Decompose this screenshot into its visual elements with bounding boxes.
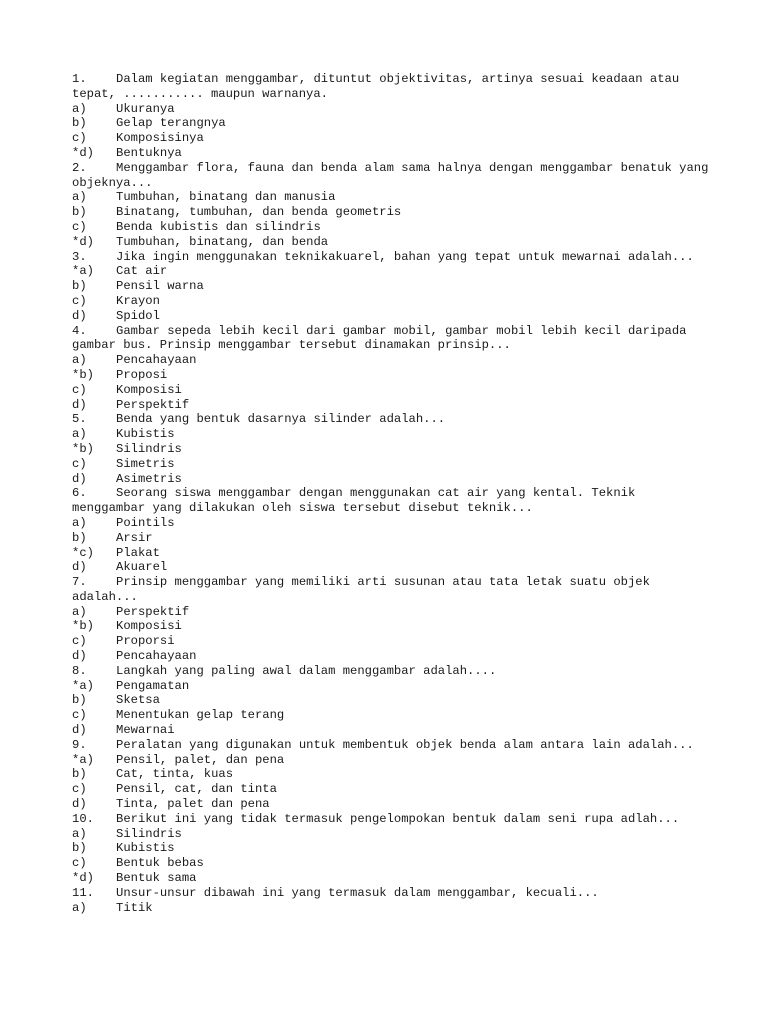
question-5 (72, 412, 712, 427)
option-label: a) (72, 515, 87, 530)
option-label: *d) (72, 871, 94, 886)
option-3-2 (72, 279, 712, 294)
question-9 (72, 738, 712, 753)
option-label: a) (72, 190, 87, 205)
option-10-1 (72, 827, 712, 842)
option-7-4 (72, 649, 712, 664)
document-page (72, 72, 716, 915)
option-label: *a) (72, 264, 94, 279)
option-label: c) (72, 708, 87, 723)
option-label: a) (72, 604, 87, 619)
option-label: c) (72, 856, 87, 871)
option-label: d) (72, 308, 87, 323)
option-label: a) (72, 353, 87, 368)
option-text: Pensil, palet, dan pena (116, 752, 285, 767)
option-text: Menentukan gelap terang (116, 708, 285, 723)
question-number: 1. (72, 72, 87, 86)
option-text: Pensil warna (116, 279, 204, 294)
option-label: *b) (72, 619, 94, 634)
question-number: 9. (72, 737, 87, 752)
question-6 (72, 486, 712, 516)
option-text: Kubistis (116, 427, 175, 442)
option-8-4 (72, 723, 712, 738)
option-2-4 (72, 235, 712, 250)
option-text: Tumbuhan, binatang, dan benda (116, 234, 329, 249)
question-2 (72, 160, 716, 191)
option-label: d) (72, 397, 87, 412)
option-label: a) (72, 427, 87, 442)
option-label: d) (72, 797, 87, 812)
question-11 (72, 886, 712, 901)
option-9-1 (72, 753, 712, 768)
option-text: Cat, tinta, kuas (116, 767, 234, 782)
question-text: Jika ingin menggunakan teknikakuarel, bahan yang tepat untuk mewarnai adalah... (116, 249, 694, 264)
question-7 (72, 575, 712, 605)
question-text: Menggambar flora, fauna dan benda alam sama halnya dengan menggambar benatuk yang objeknya... (72, 160, 716, 190)
option-2-3 (72, 220, 712, 235)
question-4 (72, 324, 712, 354)
option-5-4 (72, 472, 712, 487)
option-6-1 (72, 516, 712, 531)
option-label: d) (72, 471, 87, 486)
option-label: c) (72, 131, 87, 146)
option-6-4 (72, 560, 712, 575)
option-text: Benda kubistis dan silindris (116, 219, 321, 234)
option-5-2 (72, 442, 712, 457)
option-text: Tumbuhan, binatang dan manusia (116, 190, 336, 205)
option-text: Plakat (116, 545, 160, 560)
option-5-3 (72, 457, 712, 472)
option-text: Pensil, cat, dan tinta (116, 782, 277, 797)
option-label: *c) (72, 545, 94, 560)
question-number: 7. (72, 575, 87, 590)
option-label: c) (72, 293, 87, 308)
option-label: d) (72, 723, 87, 738)
option-label: *d) (72, 145, 94, 160)
option-5-1 (72, 427, 712, 442)
option-text: Kubistis (116, 841, 175, 856)
question-1 (72, 72, 712, 102)
option-text: Bentuk sama (116, 871, 197, 886)
question-text: Peralatan yang digunakan untuk membentuk objek benda alam antara lain adalah... (116, 737, 694, 752)
option-1-1 (72, 102, 712, 117)
option-label: *d) (72, 234, 94, 249)
option-7-3 (72, 634, 712, 649)
question-number: 5. (72, 412, 87, 427)
option-1-3 (72, 131, 712, 146)
option-10-3 (72, 856, 712, 871)
option-text: Pencahayaan (116, 353, 197, 368)
option-text: Asimetris (116, 471, 182, 486)
option-text: Proposi (116, 367, 168, 382)
option-2-2 (72, 205, 712, 220)
option-8-3 (72, 708, 712, 723)
option-text: Titik (116, 900, 153, 915)
question-number: 11. (72, 885, 94, 900)
question-number: 6. (72, 486, 87, 501)
option-text: Pointils (116, 515, 175, 530)
option-11-1 (72, 901, 712, 916)
option-text: Komposisi (116, 619, 182, 634)
option-label: b) (72, 279, 87, 294)
question-number: 4. (72, 323, 87, 338)
option-4-4 (72, 398, 712, 413)
option-label: c) (72, 456, 87, 471)
question-text: Berikut ini yang tidak termasuk pengelompokan bentuk dalam seni rupa adlah... (116, 811, 680, 826)
option-label: d) (72, 649, 87, 664)
option-label: c) (72, 782, 87, 797)
option-text: Silindris (116, 441, 182, 456)
option-text: Pengamatan (116, 678, 190, 693)
option-1-2 (72, 116, 712, 131)
option-label: d) (72, 560, 87, 575)
option-9-2 (72, 767, 712, 782)
option-text: Perspektif (116, 397, 190, 412)
option-6-2 (72, 531, 712, 546)
option-3-4 (72, 309, 712, 324)
option-text: Sketsa (116, 693, 160, 708)
question-3 (72, 250, 712, 265)
option-3-1 (72, 264, 712, 279)
option-label: c) (72, 634, 87, 649)
option-label: b) (72, 530, 87, 545)
question-10 (72, 812, 712, 827)
option-label: c) (72, 382, 87, 397)
option-text: Ukuranya (116, 101, 175, 116)
option-text: Proporsi (116, 634, 175, 649)
option-text: Spidol (116, 308, 160, 323)
option-text: Silindris (116, 826, 182, 841)
option-text: Bentuknya (116, 145, 182, 160)
option-text: Arsir (116, 530, 153, 545)
option-text: Binatang, tumbuhan, dan benda geometris (116, 205, 402, 220)
option-2-1 (72, 190, 712, 205)
option-label: b) (72, 767, 87, 782)
option-10-4 (72, 871, 712, 886)
option-text: Pencahayaan (116, 649, 197, 664)
question-number: 8. (72, 663, 87, 678)
option-label: a) (72, 826, 87, 841)
option-label: c) (72, 219, 87, 234)
option-4-1 (72, 353, 712, 368)
option-9-3 (72, 782, 712, 797)
option-8-2 (72, 693, 712, 708)
option-label: b) (72, 841, 87, 856)
option-text: Komposisi (116, 382, 182, 397)
option-1-4 (72, 146, 712, 161)
question-text: Langkah yang paling awal dalam menggambar adalah.... (116, 663, 497, 678)
question-number: 2. (72, 160, 87, 175)
question-text: Unsur-unsur dibawah ini yang termasuk dalam menggambar, kecuali... (116, 885, 599, 900)
option-4-3 (72, 383, 712, 398)
option-text: Cat air (116, 264, 168, 279)
option-6-3 (72, 546, 712, 561)
option-text: Tinta, palet dan pena (116, 797, 270, 812)
question-number: 10. (72, 811, 94, 826)
question-text: Gambar sepeda lebih kecil dari gambar mobil, gambar mobil lebih kecil daripada gambar bus. Prinsip menggambar tersebut dinamakan prinsip... (72, 323, 694, 353)
option-text: Krayon (116, 293, 160, 308)
question-text: Dalam kegiatan menggambar, dituntut objektivitas, artinya sesuai keadaan atau tepat, ........... maupun warnanya. (72, 72, 687, 101)
option-text: Komposisinya (116, 131, 204, 146)
option-7-2 (72, 619, 712, 634)
question-number: 3. (72, 249, 87, 264)
option-label: a) (72, 900, 87, 915)
option-label: a) (72, 101, 87, 116)
option-text: Simetris (116, 456, 175, 471)
question-text: Benda yang bentuk dasarnya silinder adalah... (116, 412, 446, 427)
question-text: Seorang siswa menggambar dengan menggunakan cat air yang kental. Teknik menggambar yang dilakukan oleh siswa tersebut disebut teknik... (72, 486, 643, 516)
option-label: b) (72, 693, 87, 708)
option-7-1 (72, 605, 712, 620)
option-label: b) (72, 116, 87, 131)
question-8 (72, 664, 712, 679)
option-text: Mewarnai (116, 723, 175, 738)
option-label: *a) (72, 752, 94, 767)
option-text: Perspektif (116, 604, 190, 619)
question-text: Prinsip menggambar yang memiliki arti susunan atau tata letak suatu objek adalah... (72, 575, 658, 604)
option-text: Gelap terangnya (116, 116, 226, 131)
option-label: *b) (72, 441, 94, 456)
option-label: b) (72, 205, 87, 220)
option-8-1 (72, 679, 712, 694)
option-text: Akuarel (116, 560, 168, 575)
option-4-2 (72, 368, 712, 383)
option-text: Bentuk bebas (116, 856, 204, 871)
option-9-4 (72, 797, 712, 812)
option-3-3 (72, 294, 712, 309)
option-label: *a) (72, 678, 94, 693)
option-10-2 (72, 841, 712, 856)
option-label: *b) (72, 367, 94, 382)
